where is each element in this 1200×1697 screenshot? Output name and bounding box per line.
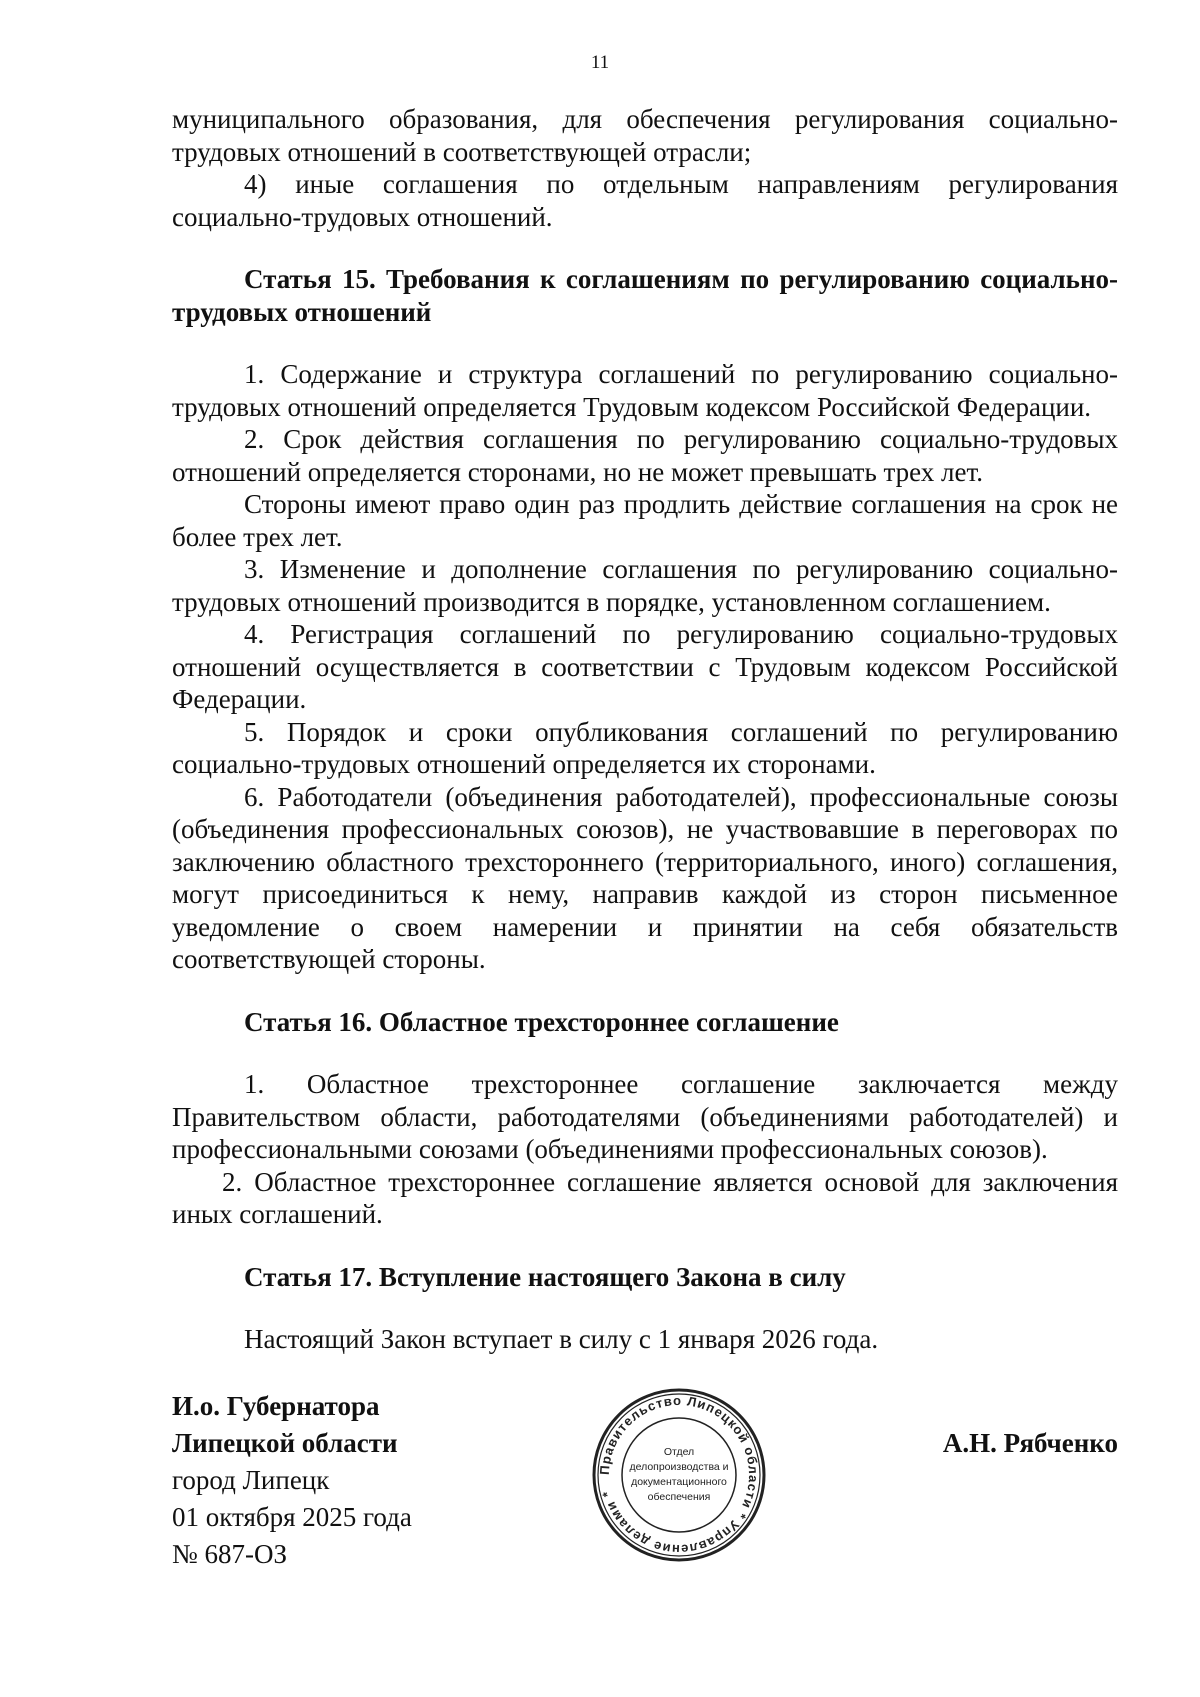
stamp-inner-line-2: делопроизводства и [629,1461,729,1473]
article-15-item-5: 5. Порядок и сроки опубликования соглашений по регулированию социально-трудовых отношений определяется их сторонами. [172,716,1118,779]
article-16-heading: Статья 16. Областное трехстороннее соглашение [244,1006,839,1037]
signature-left [172,1388,412,1573]
article-15-item-2b: Стороны имеют право один раз продлить действие соглашения на срок не более трех лет. [172,489,1118,552]
signer-title: И.о. Губернатора [172,1391,380,1421]
stamp-outer-text: Правительство Липецкой области * Управление делами * [596,1392,762,1558]
law-number: № 687-ОЗ [172,1539,288,1569]
signer-name: А.Н. Рябченко [942,1428,1118,1458]
law-date: 01 октября 2025 года [172,1502,412,1532]
article-15-item-4: 4. Регистрация соглашений по регулированию социально-трудовых отношений осуществляется в соответствии с Трудовым кодексом Российской Федерации. [172,619,1118,714]
article-17-heading: Статья 17. Вступление настоящего Закона в силу [244,1261,846,1292]
article-15-item-2: 2. Срок действия соглашения по регулированию социально-трудовых отношений определяется сторонами, но не может превышать трех лет. [172,424,1118,487]
official-stamp [591,1387,767,1563]
article-15-item-3: 3. Изменение и дополнение соглашения по регулированию социально-трудовых отношений производится в порядке, установленном соглашением. [172,554,1118,617]
paragraph: 4) иные соглашения по отдельным направлениям регулирования социально-трудовых отношений. [172,169,1118,232]
article-16-item-2: 2. Областное трехстороннее соглашение является основой для заключения иных соглашений. [172,1166,1118,1229]
page-number: 11 [590,52,610,73]
article-15-item-6: 6. Работодатели (объединения работодателей), профессиональные союзы (объединения профессиональных союзов), не участвовавшие в переговорах по заключению областного трехстороннего (территориального, иного) соглашения, могут присоединиться к нему, направив каждой из сторон письменное уведомление о своем намерении и принятии на себя обязательств соответствующей стороны. [172,781,1118,974]
signature-block [172,1388,1118,1628]
city: город Липецк [172,1465,330,1495]
article-17-text: Настоящий Закон вступает в силу с 1 января 2026 года. [244,1324,879,1354]
article-15-heading: Статья 15. Требования к соглашениям по регулированию социально-трудовых отношений [172,264,1118,327]
document-body [172,103,1118,1356]
stamp-inner-line-3: документационного [631,1476,727,1488]
paragraph: муниципального образования, для обеспечения регулирования социально-трудовых отношений в соответствующей отрасли; [172,104,1118,167]
stamp-inner-line-4: обеспечения [647,1491,711,1503]
stamp-inner-line-1: Отдел [663,1446,695,1458]
article-15-item-1: 1. Содержание и структура соглашений по регулированию социально-трудовых отношений определяется Трудовым кодексом Российской Федерации. [172,359,1118,422]
signer-region: Липецкой области [172,1428,398,1458]
article-16-item-1: 1. Областное трехстороннее соглашение заключается между Правительством области, работодателями (объединениями работодателей) и профессиональными союзами (объединениями профессиональных союзов). [172,1069,1118,1164]
